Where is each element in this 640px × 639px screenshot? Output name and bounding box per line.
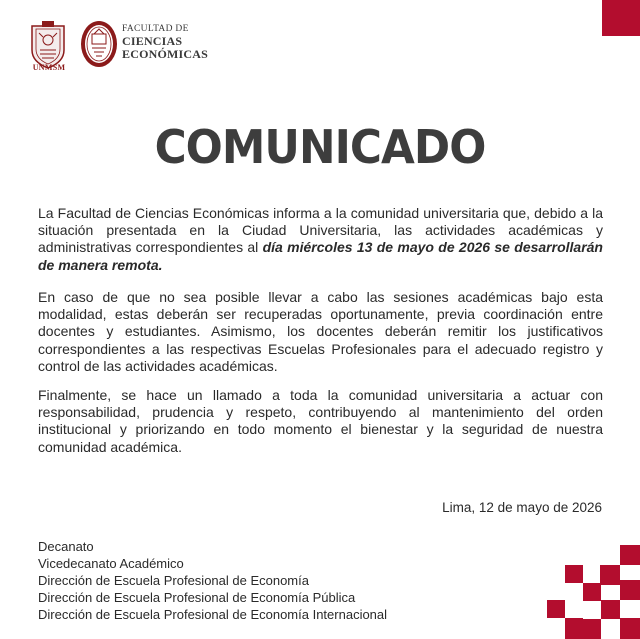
paragraph-3: Finalmente, se hace un llamado a toda la comunidad universitaria a actuar con responsabilidad, prudencia y respeto, contribuyendo al mantenimiento del orden institucional y priorizando en todo momento el bienestar y la seguridad de nuestra comunidad académica.	[38, 387, 603, 455]
checker-square	[620, 618, 640, 639]
faculty-name-line3: ECONÓMICAS	[122, 47, 209, 61]
signer-item: Decanato	[38, 539, 94, 554]
paragraph-2: En caso de que no sea posible llevar a cabo las sesiones académicas bajo esta modalidad, estas deberán ser recuperadas oportunamente, previa coordinación entre docentes y estudiantes. Asimismo, los docentes deberán remitir los justificativos correspondientes a las respectivas Escuelas Profesionales para el adecuado registro y control de las actividades académicas.	[38, 289, 603, 374]
faculty-name	[122, 24, 208, 61]
checker-square	[565, 565, 583, 583]
signer-item: Vicedecanato Académico	[38, 556, 184, 571]
checker-square	[565, 618, 583, 639]
checker-square	[583, 583, 601, 601]
checker-square	[547, 600, 565, 618]
checker-square	[601, 600, 620, 619]
paragraph-1	[38, 205, 603, 274]
checker-square	[620, 545, 640, 565]
paragraph-1-emphasis: día miércoles 13 de mayo de 2026 se desarrollarán de manera remota.	[38, 239, 603, 273]
faculty-name-line2: CIENCIAS	[122, 34, 183, 48]
page-title: COMUNICADO	[154, 120, 486, 174]
faculty-name-line1: FACULTAD DE	[122, 24, 189, 34]
signer-item: Dirección de Escuela Profesional de Economía	[38, 573, 309, 588]
fce-seal-icon	[80, 20, 118, 68]
signer-item: Dirección de Escuela Profesional de Economía Pública	[38, 590, 356, 605]
signer-item: Dirección de Escuela Profesional de Economía Internacional	[38, 607, 388, 622]
corner-accent-block	[602, 0, 640, 36]
checker-square	[620, 580, 640, 600]
date-line: Lima, 12 de mayo de 2026	[442, 500, 602, 515]
signers-list	[38, 538, 387, 623]
checker-square	[600, 565, 620, 585]
paragraph-1-text: La Facultad de Ciencias Económicas informa a la comunidad universitaria que, debido a la situación presentada en la Ciudad Universitaria, las actividades académicas y administrativas correspondientes al	[38, 205, 603, 256]
checker-square	[583, 619, 601, 639]
unmsm-label: UNMSM	[32, 63, 66, 72]
